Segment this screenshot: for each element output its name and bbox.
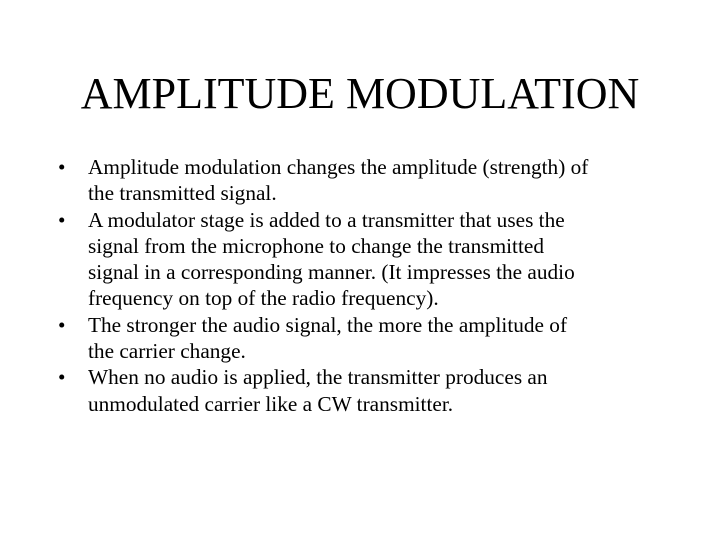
bullet-line: frequency on top of the radio frequency). bbox=[88, 286, 439, 311]
bullet-line: signal in a corresponding manner. (It impresses the audio bbox=[88, 260, 575, 285]
bullet-item bbox=[58, 154, 688, 207]
bullet-line: the transmitted signal. bbox=[88, 181, 277, 206]
bullet-line: unmodulated carrier like a CW transmitter. bbox=[88, 391, 454, 416]
bullet-item bbox=[58, 207, 688, 312]
bullet-icon: • bbox=[58, 155, 66, 179]
bullet-line: signal from the microphone to change the transmitted bbox=[88, 233, 544, 258]
bullet-icon: • bbox=[58, 207, 66, 232]
bullet-item bbox=[58, 312, 688, 365]
bullet-line: A modulator stage is added to a transmitter that uses the bbox=[88, 207, 565, 232]
slide-title: AMPLITUDE MODULATION bbox=[80, 69, 640, 118]
bullet-list bbox=[58, 154, 688, 417]
bullet-line: the carrier change. bbox=[88, 339, 246, 364]
bullet-icon: • bbox=[58, 312, 66, 337]
bullet-item bbox=[58, 364, 688, 417]
bullet-icon: • bbox=[58, 365, 66, 390]
bullet-line: Amplitude modulation changes the amplitude (strength) of bbox=[88, 155, 589, 179]
bullet-line: The stronger the audio signal, the more the amplitude of bbox=[88, 312, 568, 337]
bullet-line: When no audio is applied, the transmitter produces an bbox=[88, 365, 548, 390]
